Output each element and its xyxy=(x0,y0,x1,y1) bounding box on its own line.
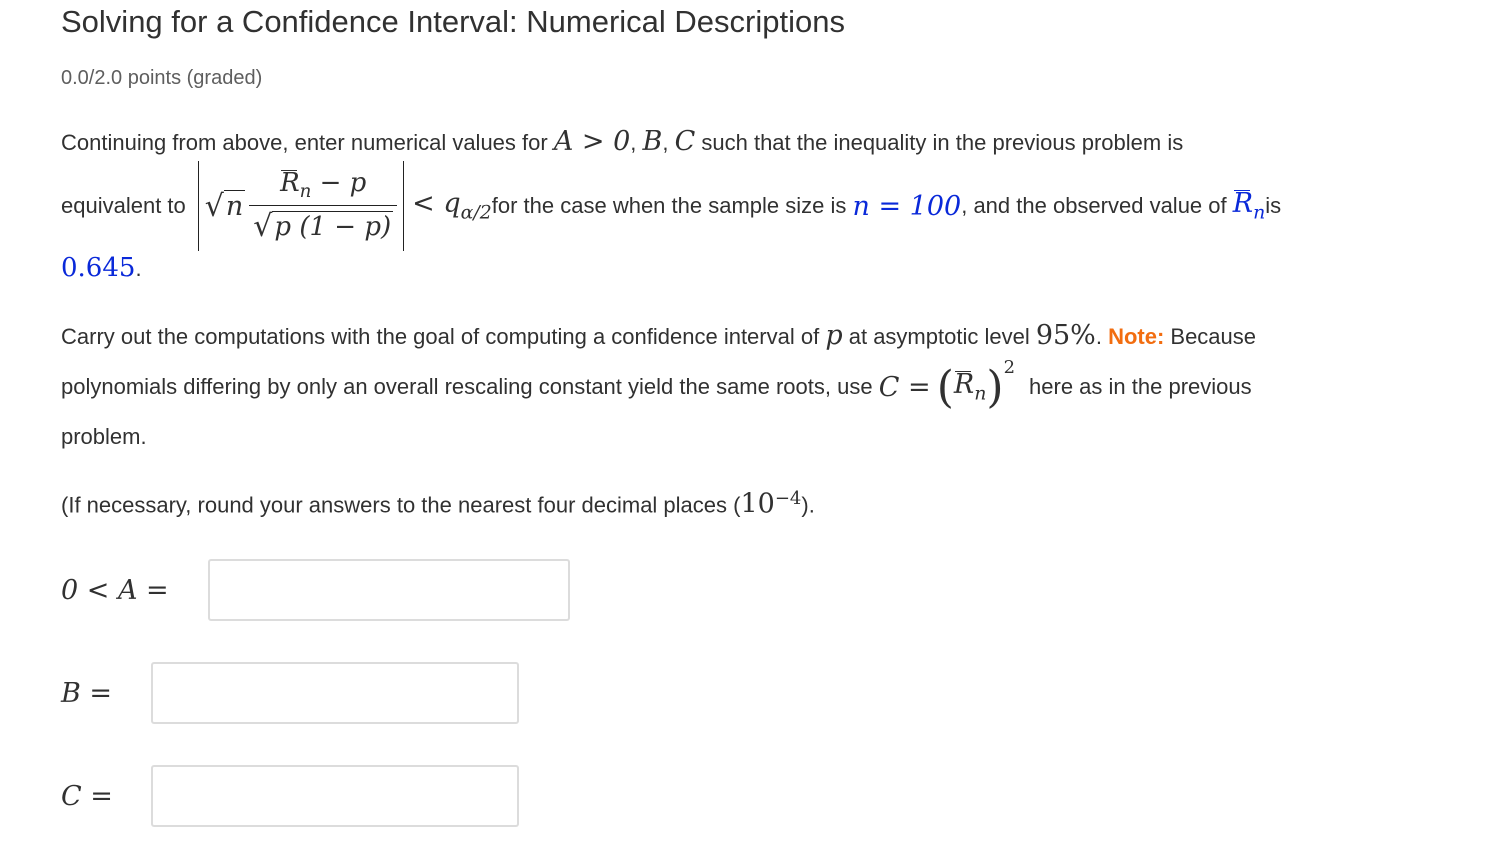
sqrt-n xyxy=(205,189,246,224)
open-paren: ( xyxy=(936,361,954,413)
r-subscript: n xyxy=(299,181,312,203)
math-c: C xyxy=(674,126,696,157)
because-text: Because xyxy=(1164,324,1257,349)
sqrt-n-radicand: n xyxy=(225,191,244,222)
paragraph-computation-line2 xyxy=(61,352,1252,422)
comma: , xyxy=(630,130,643,155)
polynomials-text: polynomials differing by only an overall rescaling constant yield the same roots, use xyxy=(61,374,873,399)
paragraph-intro-line2 xyxy=(61,158,1281,254)
label-a: 0 < A = xyxy=(61,574,169,606)
math-r-bar-n xyxy=(1233,188,1266,223)
rounding-close: ). xyxy=(801,492,815,518)
comma: , xyxy=(662,130,675,155)
intro-text-2: such that the inequality in the previous problem is xyxy=(695,130,1184,155)
math-exponent: −4 xyxy=(774,488,802,509)
answer-input-b[interactable] xyxy=(151,662,519,724)
r-paren-subscript: n xyxy=(974,382,987,405)
problem-text: problem. xyxy=(61,424,147,449)
note-label: Note: xyxy=(1108,324,1165,349)
r-bar: R xyxy=(280,167,300,198)
fraction xyxy=(249,168,397,244)
math-b: B xyxy=(642,126,663,157)
is-text: is xyxy=(1265,193,1282,218)
math-ten: 10 xyxy=(740,488,775,520)
minus-p: − p xyxy=(311,167,367,198)
paragraph-computation-line1 xyxy=(61,320,1256,351)
math-r-bar-n-paren xyxy=(954,369,987,404)
rounding-instruction xyxy=(61,488,815,519)
paragraph-computation-line3 xyxy=(61,424,147,450)
sample-size-text: for the case when the sample size is xyxy=(491,193,847,218)
math-a-gt-0: A > 0 xyxy=(553,126,631,157)
answer-row-c xyxy=(61,765,519,827)
problem-title: Solving for a Confidence Interval: Numerical Descriptions xyxy=(61,4,845,39)
rounding-text: (If necessary, round your answers to the nearest four decimal places ( xyxy=(61,492,741,518)
r-inline-subscript: n xyxy=(1253,201,1266,224)
observed-text: , and the observed value of xyxy=(961,193,1227,218)
answer-input-a[interactable] xyxy=(208,559,570,621)
q-subscript: α/2 xyxy=(460,201,492,224)
previous-text: here as in the previous xyxy=(1029,374,1252,399)
intro-text: Continuing from above, enter numerical values for xyxy=(61,130,554,155)
absolute-value-expression xyxy=(198,161,404,251)
level-text: at asymptotic level xyxy=(842,324,1036,349)
answer-input-c[interactable] xyxy=(151,765,519,827)
equivalent-to-text: equivalent to xyxy=(61,193,186,218)
period-space: . xyxy=(1095,324,1109,349)
math-p: p xyxy=(825,320,843,351)
numerator xyxy=(274,168,372,205)
period: . xyxy=(135,256,142,281)
squared-exponent: 2 xyxy=(1003,356,1016,378)
observed-value: 0.645 xyxy=(61,253,136,283)
computation-text: Carry out the computations with the goal of computing a confidence interval of xyxy=(61,324,826,349)
label-b: B = xyxy=(61,677,113,709)
label-c: C = xyxy=(61,780,113,812)
sqrt-symbol: √ xyxy=(204,188,224,224)
sqrt-symbol-den: √ xyxy=(253,209,273,245)
denominator xyxy=(249,205,397,244)
math-level: 95% xyxy=(1035,320,1096,351)
r-bar-inline: R xyxy=(1232,188,1254,220)
lt-q-text: < q xyxy=(412,188,461,220)
paragraph-intro-line1 xyxy=(61,126,1183,157)
math-c-eq: C = xyxy=(878,371,931,403)
observed-value-line xyxy=(61,252,142,283)
r-bar-paren: R xyxy=(953,369,975,401)
answer-row-a xyxy=(61,559,570,621)
answer-row-b xyxy=(61,662,519,724)
points-status: 0.0/2.0 points (graded) xyxy=(61,67,263,89)
less-than-q xyxy=(412,188,492,223)
denominator-radicand: p (1 − p) xyxy=(274,212,392,243)
math-n-eq-100: n = 100 xyxy=(852,190,962,222)
close-paren: ) xyxy=(986,361,1004,413)
